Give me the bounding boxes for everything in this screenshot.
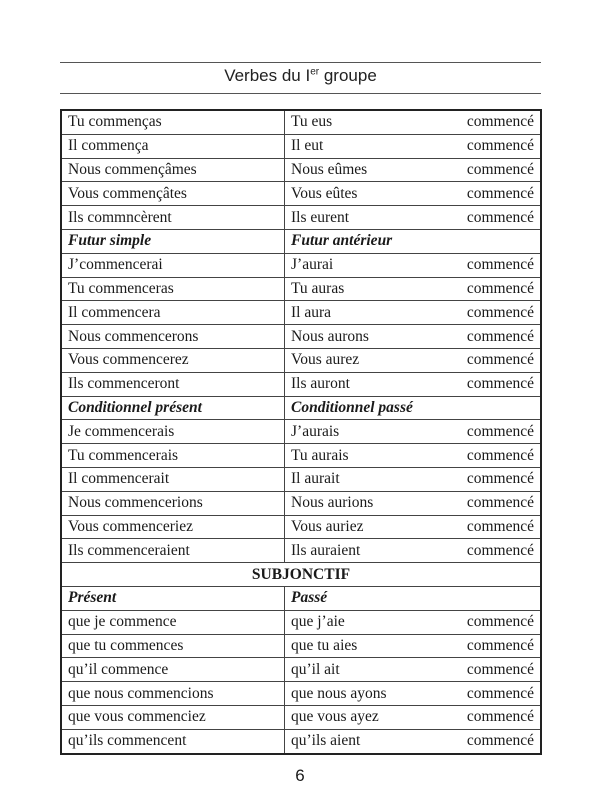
page-number: 6 <box>295 766 305 785</box>
simple-form: que je commence <box>61 610 285 634</box>
simple-form: Tu commencerais <box>61 444 285 468</box>
participle: commencé <box>437 420 541 444</box>
tense-header-row <box>61 396 541 420</box>
simple-form: Vous commencerez <box>61 348 285 372</box>
section-header-row <box>61 563 541 587</box>
participle: commencé <box>437 491 541 515</box>
auxiliary-form: Tu eus <box>285 110 438 134</box>
auxiliary-form: Nous aurions <box>285 491 438 515</box>
tense-compound-label: Futur antérieur <box>285 229 542 253</box>
participle: commencé <box>437 539 541 563</box>
table-row <box>61 682 541 706</box>
table-row <box>61 277 541 301</box>
auxiliary-form: Il aurait <box>285 467 438 491</box>
table-row <box>61 206 541 230</box>
auxiliary-form: Ils auront <box>285 372 438 396</box>
tense-simple-label: Futur simple <box>61 229 285 253</box>
participle: commencé <box>437 253 541 277</box>
auxiliary-form: Vous eûtes <box>285 182 438 206</box>
table-row <box>61 253 541 277</box>
simple-form: que tu commences <box>61 634 285 658</box>
auxiliary-form: Il aura <box>285 301 438 325</box>
participle: commencé <box>437 348 541 372</box>
simple-form: J’commencerai <box>61 253 285 277</box>
participle: commencé <box>437 158 541 182</box>
auxiliary-form: J’aurais <box>285 420 438 444</box>
tense-simple-label: Présent <box>61 586 285 610</box>
participle: commencé <box>437 325 541 349</box>
participle: commencé <box>437 610 541 634</box>
participle: commencé <box>437 277 541 301</box>
table-row <box>61 182 541 206</box>
participle: commencé <box>437 729 541 753</box>
participle: commencé <box>437 182 541 206</box>
participle: commencé <box>437 206 541 230</box>
auxiliary-form: J’aurai <box>285 253 438 277</box>
top-rule <box>60 62 541 63</box>
table-row <box>61 325 541 349</box>
table-row <box>61 110 541 134</box>
table-row <box>61 134 541 158</box>
table-row <box>61 372 541 396</box>
simple-form: Nous commencerions <box>61 491 285 515</box>
participle: commencé <box>437 682 541 706</box>
tense-header-row <box>61 586 541 610</box>
table-row <box>61 444 541 468</box>
auxiliary-form: Il eut <box>285 134 438 158</box>
participle: commencé <box>437 515 541 539</box>
participle: commencé <box>437 658 541 682</box>
simple-form: Ils commenceront <box>61 372 285 396</box>
title-text-end: groupe <box>319 66 377 85</box>
table-row <box>61 658 541 682</box>
table-row <box>61 420 541 444</box>
simple-form: Il commencerait <box>61 467 285 491</box>
auxiliary-form: qu’ils aient <box>285 729 438 753</box>
title-superscript: er <box>310 66 320 78</box>
simple-form: Il commencera <box>61 301 285 325</box>
auxiliary-form: Ils eurent <box>285 206 438 230</box>
participle: commencé <box>437 444 541 468</box>
auxiliary-form: Ils auraient <box>285 539 438 563</box>
auxiliary-form: Nous eûmes <box>285 158 438 182</box>
simple-form: Je commencerais <box>61 420 285 444</box>
simple-form: Tu commenças <box>61 110 285 134</box>
simple-form: que nous commencions <box>61 682 285 706</box>
section-title: SUBJONCTIF <box>61 563 541 587</box>
table-row <box>61 729 541 753</box>
tense-header-row <box>61 229 541 253</box>
table-row <box>61 467 541 491</box>
auxiliary-form: qu’il ait <box>285 658 438 682</box>
participle: commencé <box>437 134 541 158</box>
auxiliary-form: Vous auriez <box>285 515 438 539</box>
table-row <box>61 610 541 634</box>
participle: commencé <box>437 301 541 325</box>
simple-form: que vous commenciez <box>61 705 285 729</box>
auxiliary-form: Nous aurons <box>285 325 438 349</box>
simple-form: Vous commençâtes <box>61 182 285 206</box>
conjugation-table <box>60 109 542 755</box>
table-row <box>61 515 541 539</box>
table-row <box>61 634 541 658</box>
title-text: Verbes du I <box>224 66 311 85</box>
table-row <box>61 348 541 372</box>
auxiliary-form: Tu aurais <box>285 444 438 468</box>
table-row <box>61 491 541 515</box>
simple-form: Nous commençâmes <box>61 158 285 182</box>
auxiliary-form: que vous ayez <box>285 705 438 729</box>
simple-form: qu’il commence <box>61 658 285 682</box>
simple-form: Il commença <box>61 134 285 158</box>
tense-compound-label: Passé <box>285 586 542 610</box>
auxiliary-form: que nous ayons <box>285 682 438 706</box>
simple-form: Nous commencerons <box>61 325 285 349</box>
simple-form: qu’ils commencent <box>61 729 285 753</box>
auxiliary-form: que tu aies <box>285 634 438 658</box>
simple-form: Ils commncèrent <box>61 206 285 230</box>
simple-form: Tu commenceras <box>61 277 285 301</box>
table-row <box>61 705 541 729</box>
participle: commencé <box>437 110 541 134</box>
title-rule <box>60 93 541 94</box>
auxiliary-form: Vous aurez <box>285 348 438 372</box>
auxiliary-form: que j’aie <box>285 610 438 634</box>
table-row <box>61 539 541 563</box>
participle: commencé <box>437 467 541 491</box>
table-row <box>61 301 541 325</box>
tense-compound-label: Conditionnel passé <box>285 396 542 420</box>
simple-form: Ils commenceraient <box>61 539 285 563</box>
participle: commencé <box>437 372 541 396</box>
simple-form: Vous commenceriez <box>61 515 285 539</box>
tense-simple-label: Conditionnel présent <box>61 396 285 420</box>
participle: commencé <box>437 705 541 729</box>
table-row <box>61 158 541 182</box>
page-title <box>60 66 541 86</box>
auxiliary-form: Tu auras <box>285 277 438 301</box>
participle: commencé <box>437 634 541 658</box>
